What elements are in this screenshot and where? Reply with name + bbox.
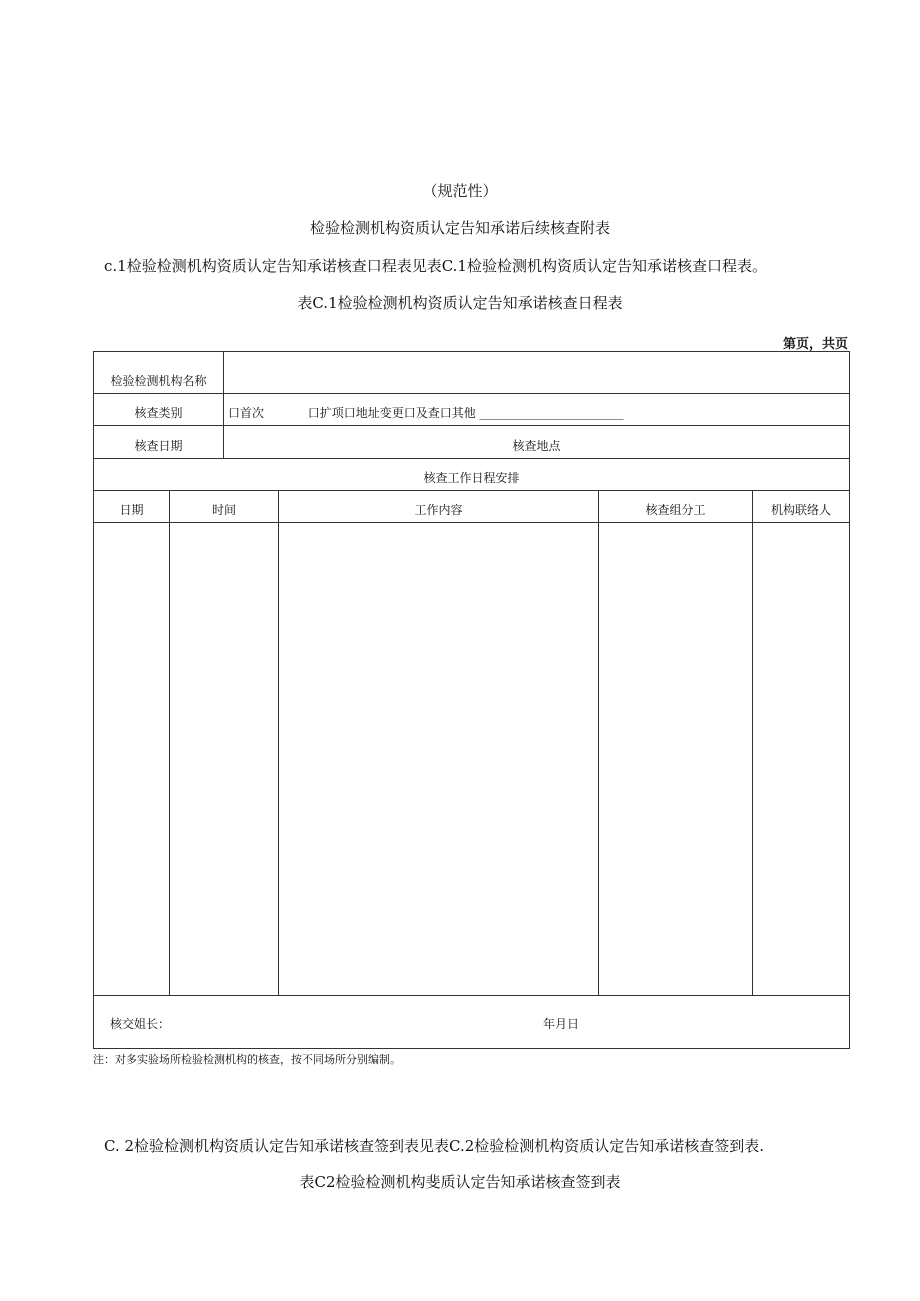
schedule-title: 核查工作日程安排 bbox=[94, 459, 850, 491]
section-c1-text: c.1检验检测机构资质认定告知承诺核查口程表见表C.1检验检测机构资质认定告知承诺核查口程表。 bbox=[104, 257, 767, 275]
table-c2-title: 表C2检验检测机构斐质认定告知承诺核查签到表 bbox=[299, 1173, 621, 1191]
schedule-table bbox=[93, 351, 850, 1049]
org-name-label: 检验检测机构名称 bbox=[94, 352, 224, 394]
section-c2-text: C. 2检验检测机构资质认定告知承诺核查签到表见表C.2检验检测机构资质认定告知承诺核查签到表. bbox=[104, 1137, 765, 1155]
time-cell[interactable] bbox=[170, 523, 279, 996]
col-team-division: 核查组分工 bbox=[599, 491, 753, 523]
leader-label: 核交姐长： bbox=[110, 1017, 171, 1031]
org-name-field[interactable] bbox=[224, 352, 850, 394]
page-count: 第页，共页 bbox=[782, 337, 848, 352]
date-location-row bbox=[94, 426, 850, 459]
appendix-title: 检验检测机构资质认定告知承诺后续核查附表 bbox=[309, 219, 610, 237]
schedule-title-row bbox=[94, 459, 850, 491]
category-options bbox=[224, 394, 850, 426]
category-other-checkboxes[interactable]: 口扩项口地址变更口及查口其他 ________________________ bbox=[307, 406, 624, 420]
signature-row bbox=[94, 996, 850, 1049]
category-label: 核查类别 bbox=[94, 394, 224, 426]
col-work-content: 工作内容 bbox=[279, 491, 599, 523]
schedule-body-row bbox=[94, 523, 850, 996]
team-division-cell[interactable] bbox=[599, 523, 753, 996]
work-content-cell[interactable] bbox=[279, 523, 599, 996]
date-label: 核查日期 bbox=[94, 426, 224, 459]
location-label: 核查地点 bbox=[512, 439, 561, 453]
signature-date: 年月日 bbox=[543, 1017, 580, 1031]
location-cell[interactable] bbox=[224, 426, 850, 459]
table-c1-title: 表C.1检验检测机构资质认定告知承诺核查日程表 bbox=[297, 294, 623, 312]
table-note: 注：对多实验场所检验检测机构的核查，按不同场所分别编制。 bbox=[93, 1053, 401, 1066]
column-header-row bbox=[94, 491, 850, 523]
col-time: 时间 bbox=[170, 491, 279, 523]
org-name-row bbox=[94, 352, 850, 394]
col-contact-person: 机构联络人 bbox=[753, 491, 850, 523]
category-first-checkbox[interactable]: 口首次 bbox=[228, 406, 265, 420]
date-cell[interactable] bbox=[94, 523, 170, 996]
signature-cell bbox=[94, 996, 850, 1049]
normative-label: （规范性） bbox=[422, 182, 498, 200]
contact-person-cell[interactable] bbox=[753, 523, 850, 996]
col-date: 日期 bbox=[94, 491, 170, 523]
category-row bbox=[94, 394, 850, 426]
